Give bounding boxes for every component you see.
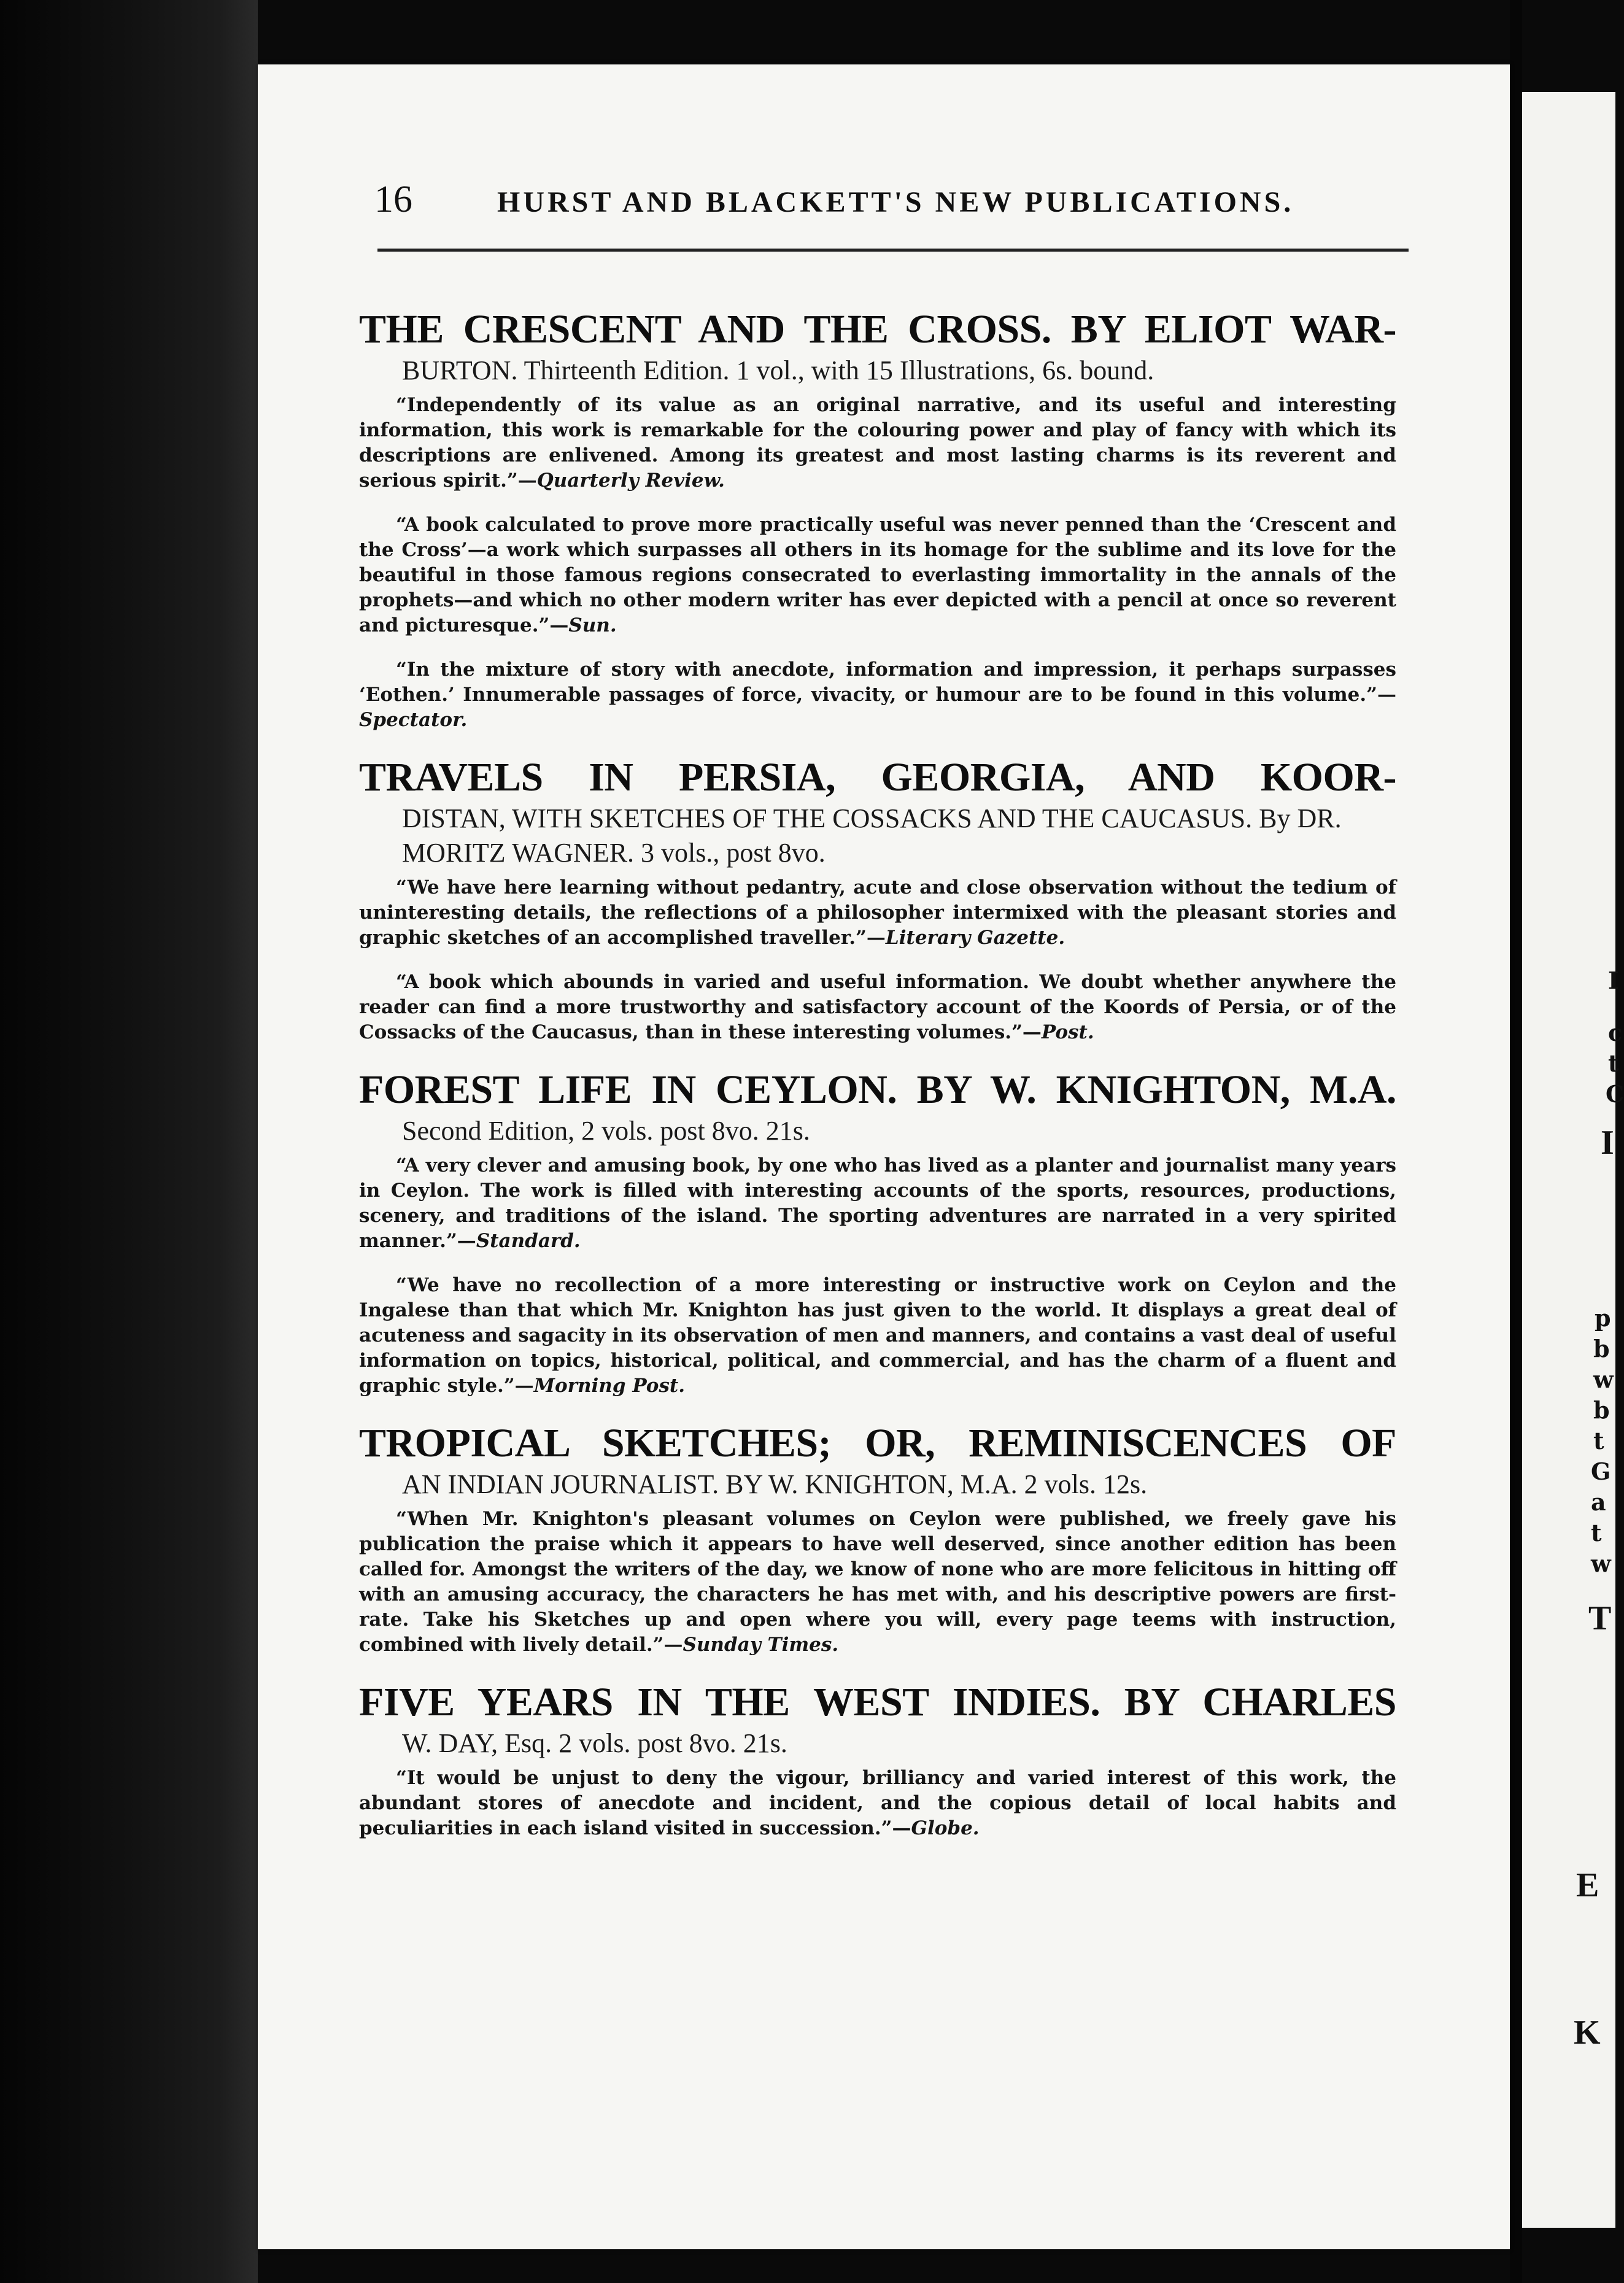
adjacent-page-fragment: a <box>1591 1488 1606 1516</box>
adjacent-page-fragment: K <box>1574 2014 1601 2052</box>
adjacent-page-fragment: t <box>1591 1519 1602 1547</box>
book-gutter <box>1510 0 1522 2283</box>
review-source: Globe. <box>911 1817 980 1839</box>
adjacent-page-fragment: w <box>1593 1366 1614 1393</box>
adjacent-page-fragment: t <box>1608 1049 1619 1077</box>
adjacent-page-fragment: G <box>1591 1458 1611 1485</box>
review-quote <box>359 1766 1396 1841</box>
review-source: Literary Gazette. <box>885 927 1065 949</box>
adjacent-page-fragment: t <box>1593 1427 1604 1454</box>
publication-entry <box>359 1067 1396 1399</box>
publication-entry <box>359 1680 1396 1841</box>
page-header <box>374 178 1406 245</box>
review-quote <box>359 657 1396 733</box>
page-number: 16 <box>374 179 412 220</box>
review-source: Sunday Times. <box>682 1634 839 1656</box>
review-quote <box>359 875 1396 951</box>
adjacent-page-fragment: b <box>1593 1396 1610 1424</box>
publication-entry <box>359 755 1396 1045</box>
entry-title: THE CRESCENT AND THE CROSS. BY ELIOT WAR- <box>359 307 1396 352</box>
publication-entry <box>359 1421 1396 1658</box>
scan-left-edge <box>0 0 258 2283</box>
review-quote <box>359 1507 1396 1658</box>
entry-subtitle: DISTAN, WITH SKETCHES OF THE COSSACKS AND THE CAUCASUS. By DR. MORITZ WAGNER. 3 vols., post 8vo. <box>402 803 1342 868</box>
review-source: Standard. <box>476 1230 581 1252</box>
adjacent-page-fragment: E <box>1576 1866 1599 1904</box>
running-title: HURST AND BLACKETT'S NEW PUBLICATIONS. <box>497 186 1294 218</box>
review-text: “Independently of its value as an original narrative, and its useful and interesting information, this work is remarkable for the colouring power and play of fancy with which its descriptions are enlivened. Among its greatest and most lasting charms is its reverent and serious spirit.”— <box>359 394 1396 492</box>
review-source: Sun. <box>568 614 617 636</box>
review-quote <box>359 970 1396 1045</box>
entry-subtitle: W. DAY, Esq. 2 vols. post 8vo. 21s. <box>402 1728 787 1758</box>
header-rule <box>377 249 1409 252</box>
adjacent-page-fragment: C <box>1606 1080 1624 1108</box>
review-quote <box>359 1273 1396 1399</box>
review-quote <box>359 512 1396 638</box>
entry-title: TROPICAL SKETCHES; OR, REMINISCENCES OF <box>359 1421 1396 1466</box>
publication-list <box>359 307 1396 1863</box>
entry-title: FIVE YEARS IN THE WEST INDIES. BY CHARLES <box>359 1680 1396 1725</box>
adjacent-page-fragment: I <box>1608 967 1619 994</box>
review-text: “We have no recollection of a more interesting or instructive work on Ceylon and the Ingalese than that which Mr. Knighton has just given to the world. It displays a great deal of acuteness and sagacity in its observation of men and manners, and contains a vast deal of useful information on topics, historical, political, and commercial, and has the charm of a fluent and graphic style.”— <box>359 1274 1396 1397</box>
entry-subtitle: AN INDIAN JOURNALIST. BY W. KNIGHTON, M.A. 2 vols. 12s. <box>402 1469 1148 1499</box>
entry-subtitle: BURTON. Thirteenth Edition. 1 vol., with 15 Illustrations, 6s. bound. <box>402 355 1154 385</box>
adjacent-page-fragment: c <box>1608 1019 1623 1046</box>
book-page <box>258 64 1510 2249</box>
adjacent-page-fragment: b <box>1593 1335 1610 1362</box>
review-quote <box>359 393 1396 493</box>
review-text: “A very clever and amusing book, by one who has lived as a planter and journalist many years in Ceylon. The work is filled with interesting accounts of the sports, resources, productions, scenery, and traditions of the island. The sporting adventures are narrated in a very spirited manner.”— <box>359 1154 1396 1252</box>
adjacent-page-fragment: T <box>1588 1599 1612 1637</box>
review-source: Quarterly Review. <box>536 469 725 492</box>
review-source: Morning Post. <box>533 1375 686 1397</box>
review-text: “When Mr. Knighton's pleasant volumes on Ceylon were published, we freely gave his publication the praise which it appears to have well deserved, since another edition has been called for. Amongst the writers of the day, we know of none who are more felicitous in hitting off with an amusing accuracy, the characters he has met with, and his descriptive powers are first-rate. Take his Sketches up and open where you will, every page teems with instruction, combined with lively detail.”— <box>359 1508 1396 1656</box>
review-text: “It would be unjust to deny the vigour, brilliancy and varied interest of this work, the abundant stores of anecdote and incident, and the copious detail of local habits and peculiarities in each island visited in succession.”— <box>359 1767 1396 1839</box>
review-text: “We have here learning without pedantry, acute and close observation without the tedium of uninteresting details, the reflections of a philosopher intermixed with the pleasant stories and graphic sketches of an accomplished traveller.”— <box>359 876 1396 949</box>
review-source: Spectator. <box>359 709 468 731</box>
adjacent-page-fragment: p <box>1595 1304 1611 1332</box>
adjacent-page-fragment: I <box>1601 1124 1614 1162</box>
review-source: Post. <box>1041 1021 1094 1043</box>
entry-title: FOREST LIFE IN CEYLON. BY W. KNIGHTON, M.A. <box>359 1067 1396 1112</box>
review-quote <box>359 1153 1396 1254</box>
publication-entry <box>359 307 1396 733</box>
adjacent-page-fragment: w <box>1591 1550 1611 1577</box>
review-text: “A book which abounds in varied and useful information. We doubt whether anywhere the reader can find a more trustworthy and satisfactory account of the Koords of Persia, or of the Cossacks of the Caucasus, than in these interesting volumes.”— <box>359 971 1396 1043</box>
adjacent-page-edge <box>1522 92 1624 2228</box>
review-text: “A book calculated to prove more practically useful was never penned than the ‘Crescent and the Cross’—a work which surpasses all others in its homage for the sublime and its love for the beautiful in those famous regions consecrated to everlasting immortality in the annals of the prophets—and which no other modern writer has ever depicted with a pencil at once so reverent and picturesque.”— <box>359 514 1396 636</box>
entry-subtitle: Second Edition, 2 vols. post 8vo. 21s. <box>402 1116 810 1146</box>
review-text: “In the mixture of story with anecdote, information and impression, it perhaps surpasses ‘Eothen.’ Innumerable passages of force, vivacity, or humour are to be found in this volume.”— <box>359 659 1396 706</box>
entry-title: TRAVELS IN PERSIA, GEORGIA, AND KOOR- <box>359 755 1396 800</box>
